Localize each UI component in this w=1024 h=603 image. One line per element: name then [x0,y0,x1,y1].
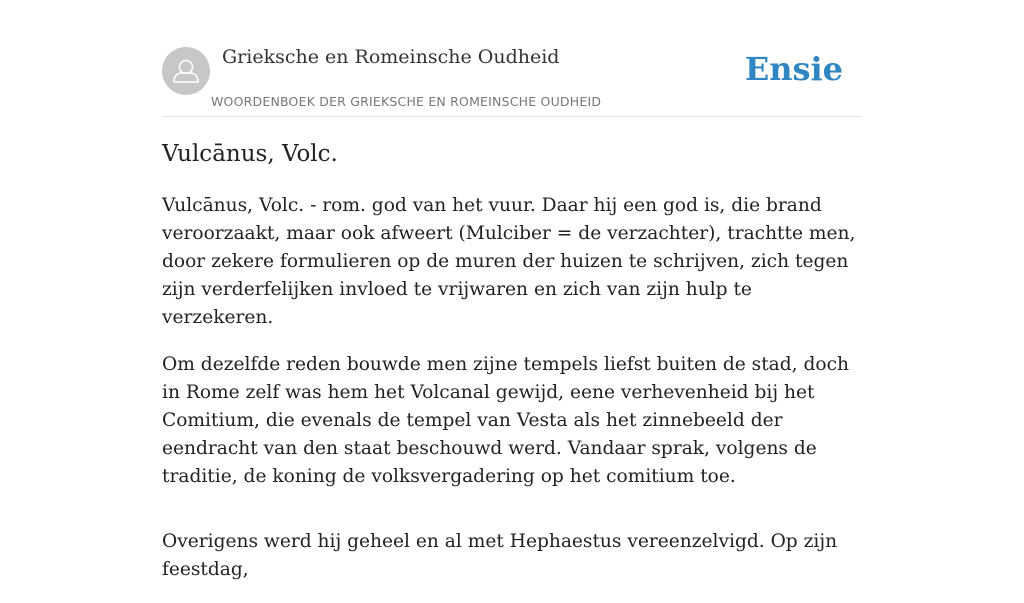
site-header [162,0,862,117]
article-title: Vulcānus, Volc. [162,141,338,167]
page-container [162,0,862,580]
site-subtitle: WOORDENBOEK DER GRIEKSCHE EN ROMEINSCHE OUDHEID [211,94,602,109]
article-body [162,192,866,603]
article-paragraph: Om dezelfde reden bouwde men zijne tempels liefst buiten de stad, doch in Rome zelf was hem het Volcanal gewijd, eene verhevenheid bij het Comitium, die evenals de tempel van Vesta als het zinnebeeld der eendracht van den staat beschouwd werd. Vandaar sprak, volgens de traditie, de koning de volksvergadering op het comitium toe. [162,354,849,487]
site-title[interactable]: Grieksche en Romeinsche Oudheid [222,46,560,68]
article-paragraph: Vulcānus, Volc. - rom. god van het vuur. Daar hij een god is, die brand veroorzaakt, maar ook afweert (Mulciber = de verzachter), trachtte men, door zekere formulieren op de muren der huizen te schrijven, zich tegen zijn verderfelijken invloed te vrijwaren en zich van zijn hulp te verzekeren. [162,195,856,328]
user-icon [162,47,210,95]
avatar[interactable] [162,47,210,95]
article-paragraph: Overigens werd hij geheel en al met Hephaestus vereenzelvigd. Op zijn feestdag, [162,531,838,580]
ensie-logo[interactable]: Ensie [744,50,843,88]
